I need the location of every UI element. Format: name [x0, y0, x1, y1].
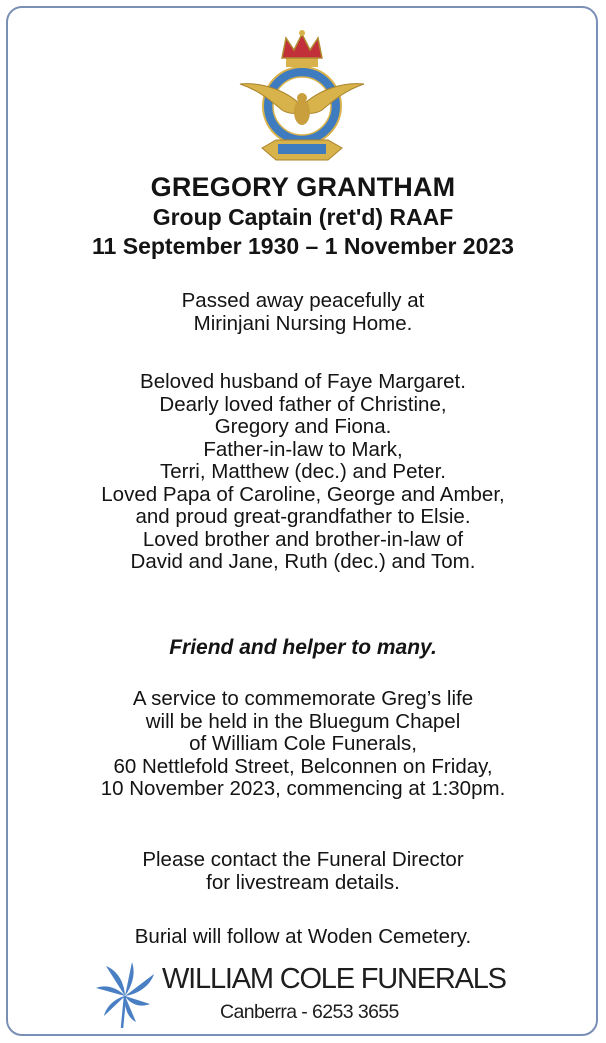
- burial-line: Burial will follow at Woden Cemetery.: [134, 925, 472, 948]
- service-paragraph: [0, 688, 606, 801]
- family-line: Loved Papa of Caroline, George and Amber,: [101, 482, 505, 506]
- crown-icon: [282, 30, 322, 67]
- livestream-line: Please contact the Funeral Director: [142, 848, 464, 871]
- passing-paragraph: [0, 290, 606, 335]
- family-line: and proud great-grandfather to Elsie.: [135, 505, 471, 528]
- family-line: Gregory and Fiona.: [214, 415, 392, 438]
- deceased-name: GREGORY GRANTHAM: [150, 172, 456, 202]
- eucalyptus-leaf-icon: [92, 960, 158, 1030]
- livestream-line: for livestream details.: [206, 870, 400, 894]
- funeral-home-contact: Canberra - 6253 3655: [220, 1001, 399, 1023]
- passing-line: Passed away peacefully at: [181, 289, 425, 312]
- family-line: David and Jane, Ruth (dec.) and Tom.: [130, 550, 476, 573]
- raaf-crest-icon: [236, 28, 368, 168]
- life-dates: 11 September 1930 – 1 November 2023: [92, 233, 514, 259]
- livestream-paragraph: [0, 849, 606, 894]
- passing-line: Mirinjani Nursing Home.: [193, 311, 413, 335]
- family-line: Terri, Matthew (dec.) and Peter.: [160, 460, 446, 483]
- family-line: Dearly loved father of Christine,: [159, 392, 447, 416]
- family-paragraph: [0, 371, 606, 574]
- service-line: will be held in the Bluegum Chapel: [145, 709, 461, 733]
- service-line: 60 Nettlefold Street, Belconnen on Friday,: [113, 754, 493, 778]
- service-line: 10 November 2023, commencing at 1:30pm.: [100, 777, 506, 800]
- family-line: Beloved husband of Faye Margaret.: [140, 370, 466, 393]
- service-line: of William Cole Funerals,: [189, 732, 417, 755]
- family-line: Father-in-law to Mark,: [203, 437, 403, 461]
- funeral-home-name: WILLIAM COLE FUNERALS: [162, 963, 506, 995]
- family-line: Loved brother and brother-in-law of: [142, 527, 464, 551]
- deceased-rank: Group Captain (ret'd) RAAF: [152, 204, 454, 230]
- tagline: Friend and helper to many.: [169, 636, 437, 659]
- service-line: A service to commemorate Greg’s life: [132, 687, 474, 710]
